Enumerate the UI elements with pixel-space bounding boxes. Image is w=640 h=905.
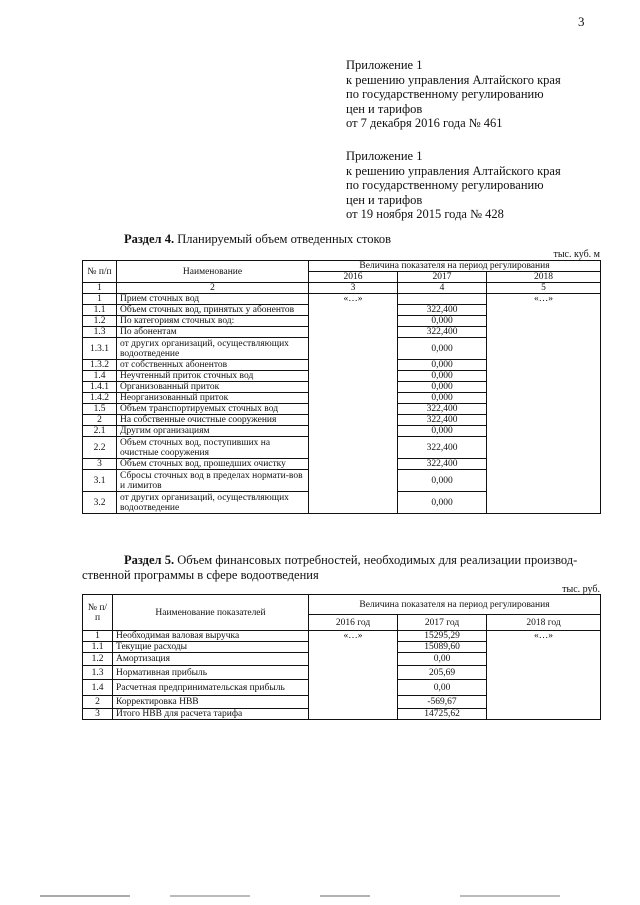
row-name: от других организаций, осуществляющих водоотведение (117, 338, 309, 360)
value-2017: 0,000 (398, 470, 487, 492)
appendix-line: к решению управления Алтайского края (346, 72, 561, 87)
value-2017: 0,000 (398, 382, 487, 393)
header-name: Наименование показателей (113, 595, 309, 631)
row-name: На собственные очистные сооружения (117, 415, 309, 426)
row-name: Нормативная прибыль (113, 666, 309, 680)
value-2017: -569,67 (398, 696, 487, 709)
header-year: 2016 год (309, 615, 398, 631)
header-year: 2018 год (487, 615, 601, 631)
section5-title-rest: Объем финансовых потребностей, необходимых для реализации производ- (174, 553, 578, 567)
value-2017: 0,000 (398, 371, 487, 382)
value-2017: 0,000 (398, 360, 487, 371)
value-2018: «…» (487, 294, 601, 514)
appendix-line: по государственному регулированию (346, 87, 544, 101)
row-number: 1.1 (83, 642, 113, 653)
value-2017: 322,400 (398, 459, 487, 470)
header-period: Величина показателя на период регулирования (309, 595, 601, 615)
value-2017 (398, 294, 487, 305)
appendix-line: к решению управления Алтайского края (346, 163, 561, 178)
scan-edge-marks (40, 893, 600, 899)
value-2017: 0,000 (398, 393, 487, 404)
table-row (83, 294, 601, 305)
appendix-line: от 19 ноября 2015 года № 428 (346, 207, 504, 221)
row-name: Неучтенный приток сточных вод (117, 371, 309, 382)
value-2017: 205,69 (398, 666, 487, 680)
column-index: 4 (398, 283, 487, 294)
value-2017: 15089,60 (398, 642, 487, 653)
section4-title-prefix: Раздел 4. (124, 232, 175, 246)
appendix-line: Приложение 1 (346, 58, 423, 72)
page-number: 3 (578, 14, 585, 29)
row-number: 1.3.1 (83, 338, 117, 360)
value-2017: 0,00 (398, 680, 487, 696)
row-name: Амортизация (113, 653, 309, 666)
row-name: Объем транспортируемых сточных вод (117, 404, 309, 415)
row-number: 2.2 (83, 437, 117, 459)
row-name: Другим организациям (117, 426, 309, 437)
row-number: 2 (83, 696, 113, 709)
header-num: № п/ п (83, 595, 113, 631)
appendix-line: по государственному регулированию (346, 178, 544, 192)
section5-title-prefix: Раздел 5. (124, 553, 175, 567)
row-number: 2 (83, 415, 117, 426)
table-row (83, 631, 601, 642)
row-number: 1.1 (83, 305, 117, 316)
appendix-line: от 7 декабря 2016 года № 461 (346, 116, 503, 130)
column-index: 5 (487, 283, 601, 294)
row-number: 1.4 (83, 371, 117, 382)
header-year: 2017 год (398, 615, 487, 631)
section5-title (124, 553, 577, 568)
column-index: 1 (83, 283, 117, 294)
header-name: Наименование (117, 261, 309, 283)
value-2018: «…» (487, 631, 601, 720)
row-number: 3 (83, 459, 117, 470)
header-num: № п/п (83, 261, 117, 283)
row-number: 3.1 (83, 470, 117, 492)
value-2017: 14725,62 (398, 709, 487, 720)
row-name: Объем сточных вод, принятых у абонентов (117, 305, 309, 316)
value-2017: 322,400 (398, 415, 487, 426)
row-number: 1.3.2 (83, 360, 117, 371)
section5-unit: тыс. руб. (562, 584, 600, 595)
row-name: от других организаций, осуществляющих водоотведение (117, 492, 309, 514)
row-name: Расчетная предпринимательская прибыль (113, 680, 309, 696)
row-name: Объем сточных вод, поступивших на очистные сооружения (117, 437, 309, 459)
header-period: Величина показателя на период регулирования (309, 261, 601, 272)
appendix-line: цен и тарифов (346, 101, 423, 116)
row-name: Организованный приток (117, 382, 309, 393)
row-number: 1 (83, 631, 113, 642)
row-name: По абонентам (117, 327, 309, 338)
value-2016: «…» (309, 631, 398, 720)
row-name: Неорганизованный приток (117, 393, 309, 404)
appendix-block-original (346, 149, 561, 222)
row-number: 1.4.1 (83, 382, 117, 393)
appendix-line: цен и тарифов (346, 192, 423, 207)
row-name: Необходимая валовая выручка (113, 631, 309, 642)
row-number: 3 (83, 709, 113, 720)
value-2017: 0,000 (398, 426, 487, 437)
header-year: 2017 (398, 272, 487, 283)
row-number: 1.2 (83, 653, 113, 666)
header-year: 2016 (309, 272, 398, 283)
row-number: 1.4 (83, 680, 113, 696)
value-2017: 322,400 (398, 327, 487, 338)
appendix-line: Приложение 1 (346, 149, 423, 163)
section4-title (124, 232, 391, 247)
column-index: 3 (309, 283, 398, 294)
row-name: Корректировка НВВ (113, 696, 309, 709)
row-name: Объем сточных вод, прошедших очистку (117, 459, 309, 470)
row-name: Прием сточных вод (117, 294, 309, 305)
value-2017: 0,000 (398, 492, 487, 514)
row-name: от собственных абонентов (117, 360, 309, 371)
value-2017: 322,400 (398, 305, 487, 316)
row-name: Сбросы сточных вод в пределах нормати-вов и лимитов (117, 470, 309, 492)
value-2016: «…» (309, 294, 398, 514)
row-number: 1.4.2 (83, 393, 117, 404)
row-name: По категориям сточных вод: (117, 316, 309, 327)
section4-table (82, 260, 601, 514)
row-name: Итого НВВ для расчета тарифа (113, 709, 309, 720)
row-number: 1.3 (83, 327, 117, 338)
row-number: 1 (83, 294, 117, 305)
value-2017: 322,400 (398, 404, 487, 415)
section4-title-rest: Планируемый объем отведенных стоков (174, 232, 392, 246)
value-2017: 0,00 (398, 653, 487, 666)
row-number: 2.1 (83, 426, 117, 437)
row-number: 1.2 (83, 316, 117, 327)
header-year: 2018 (487, 272, 601, 283)
appendix-block-current (346, 58, 561, 131)
value-2017: 322,400 (398, 437, 487, 459)
column-index: 2 (117, 283, 309, 294)
value-2017: 15295,29 (398, 631, 487, 642)
row-name: Текущие расходы (113, 642, 309, 653)
row-number: 3.2 (83, 492, 117, 514)
row-number: 1.3 (83, 666, 113, 680)
value-2017: 0,000 (398, 338, 487, 360)
value-2017: 0,000 (398, 316, 487, 327)
section4-unit: тыс. куб. м (553, 249, 600, 260)
section5-title-line2: ственной программы в сфере водоотведения (82, 568, 319, 582)
section5-table (82, 594, 601, 720)
row-number: 1.5 (83, 404, 117, 415)
